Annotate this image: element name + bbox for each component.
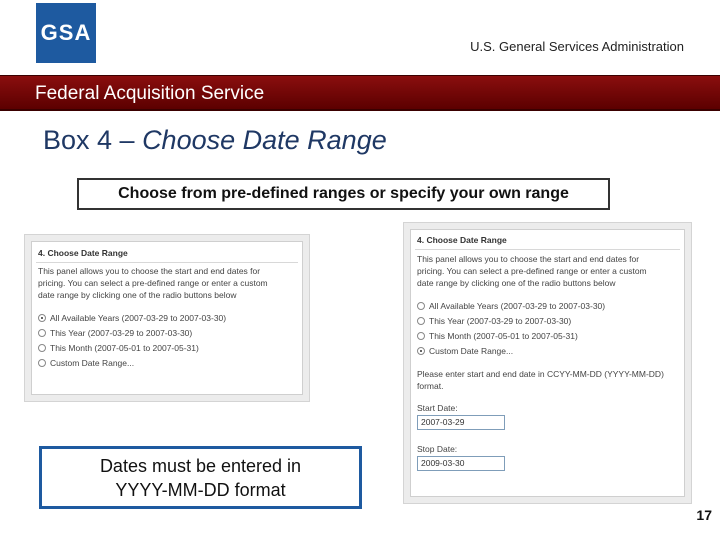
panel-desc-line: date range by clicking one of the radio buttons below <box>38 290 237 300</box>
title-prefix: Box 4 – <box>43 125 143 155</box>
date-format-callout <box>39 446 362 509</box>
radio-label: All Available Years (2007-03-29 to 2007-03-30) <box>50 313 227 323</box>
date-instruction-line: Please enter start and end date in CCYY-MM-DD (YYYY-MM-DD) <box>417 369 664 379</box>
panel-inner <box>410 229 685 497</box>
radio-button[interactable] <box>417 332 425 340</box>
radio-label: This Month (2007-05-01 to 2007-05-31) <box>429 331 578 341</box>
subtitle-text: Choose from pre-defined ranges or specify your own range <box>118 185 569 202</box>
subtitle-box <box>77 178 610 210</box>
slide-title <box>43 125 387 156</box>
start-date-input[interactable]: 2007-03-29 <box>417 415 505 430</box>
date-range-panel-default <box>24 234 310 402</box>
radio-button[interactable] <box>38 329 46 337</box>
page-number: 17 <box>696 507 712 523</box>
radio-label: All Available Years (2007-03-29 to 2007-03-30) <box>429 301 606 311</box>
stop-date-input[interactable]: 2009-03-30 <box>417 456 505 471</box>
start-date-label: Start Date: <box>417 403 458 413</box>
gsa-logo-text: GSA <box>40 20 92 45</box>
radio-button[interactable] <box>417 317 425 325</box>
radio-label: This Month (2007-05-01 to 2007-05-31) <box>50 343 199 353</box>
gsa-logo <box>36 3 96 63</box>
date-range-panel-custom <box>403 222 692 504</box>
service-name: Federal Acquisition Service <box>35 83 265 104</box>
radio-option-this-year[interactable] <box>38 328 192 338</box>
service-banner <box>0 75 720 111</box>
radio-button[interactable] <box>38 344 46 352</box>
panel-heading: 4. Choose Date Range <box>417 235 507 245</box>
panel-heading: 4. Choose Date Range <box>38 248 128 258</box>
radio-label: This Year (2007-03-29 to 2007-03-30) <box>50 328 193 338</box>
radio-label: This Year (2007-03-29 to 2007-03-30) <box>429 316 572 326</box>
callout-line: YYYY-MM-DD format <box>115 479 286 500</box>
radio-button-selected[interactable] <box>417 347 425 355</box>
radio-option-this-year[interactable] <box>417 316 571 326</box>
radio-option-all-years[interactable] <box>417 301 605 311</box>
stop-date-label: Stop Date: <box>417 444 458 454</box>
panel-desc-line: pricing. You can select a pre-defined range or enter a custom <box>417 266 647 276</box>
radio-label: Custom Date Range... <box>429 346 514 356</box>
title-italic: Choose Date Range <box>142 125 387 155</box>
radio-option-this-month[interactable] <box>417 331 578 341</box>
panel-desc-line: date range by clicking one of the radio buttons below <box>417 278 616 288</box>
date-instruction-line: format. <box>417 381 444 391</box>
radio-option-all-years[interactable] <box>38 313 226 323</box>
radio-button-selected[interactable] <box>38 314 46 322</box>
radio-button[interactable] <box>38 359 46 367</box>
radio-option-custom[interactable] <box>38 358 134 368</box>
panel-inner <box>31 241 303 395</box>
agency-name: U.S. General Services Administration <box>470 39 684 54</box>
panel-desc-line: This panel allows you to choose the start and end dates for <box>417 254 640 264</box>
radio-option-this-month[interactable] <box>38 343 199 353</box>
panel-desc-line: pricing. You can select a pre-defined range or enter a custom <box>38 278 268 288</box>
radio-label: Custom Date Range... <box>50 358 135 368</box>
panel-divider <box>415 249 680 250</box>
panel-divider <box>36 262 298 263</box>
callout-line: Dates must be entered in <box>99 455 302 476</box>
radio-option-custom[interactable] <box>417 346 513 356</box>
radio-button[interactable] <box>417 302 425 310</box>
panel-desc-line: This panel allows you to choose the start and end dates for <box>38 266 261 276</box>
